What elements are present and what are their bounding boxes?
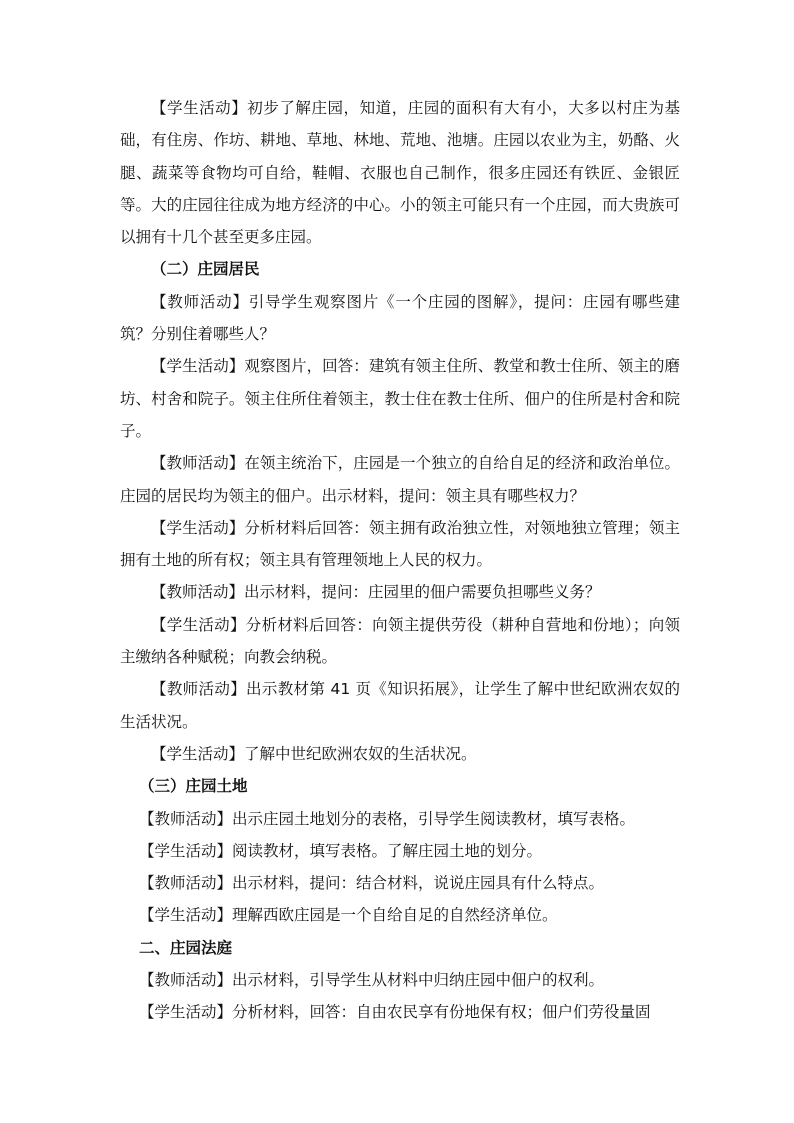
paragraph-teacher-activity-land-table: 【教师活动】出示庄园土地划分的表格，引导学生阅读教材，填写表格。 (139, 809, 636, 828)
paragraph-teacher-activity-lord-rule: 【教师活动】在领主统治下，庄园是一个独立的自给自足的经济和政治单位。庄园的居民均为领主的佃户。出示材料，提问：领主具有哪些权力？ (120, 454, 680, 505)
paragraph-student-activity-lord-powers: 【学生活动】分析材料后回答：领主拥有政治独立性，对领地独立管理；领主拥有土地的所有权；领主具有管理领地上人民的权力。 (120, 518, 680, 570)
paragraph-student-activity-fill-table: 【学生活动】阅读教材，填写表格。了解庄园土地的划分。 (139, 841, 543, 860)
paragraph-teacher-activity-manor-features: 【教师活动】出示材料，提问：结合材料，说说庄园具有什么特点。 (139, 874, 605, 893)
paragraph-student-activity-self-sufficient: 【学生活动】理解西欧庄园是一个自给自足的自然经济单位。 (139, 906, 558, 925)
section-heading-manor-court: 二、庄园法庭 (139, 938, 233, 957)
paragraph-teacher-activity-knowledge-extension: 【教师活动】出示教材第 41 页《知识拓展》，让学生了解中世纪欧洲农奴的生活状况。 (120, 680, 680, 731)
paragraph-student-activity-observe-picture: 【学生活动】观察图片，回答：建筑有领主住所、教堂和教士住所、领主的磨坊、村舍和院子。领主住所住着领主，教士住在教士住所、佃户的住所是村舍和院子。 (120, 357, 680, 440)
paragraph-student-activity-serf-life: 【学生活动】了解中世纪欧洲农奴的生活状况。 (151, 744, 477, 763)
paragraph-student-activity-tenant-rights: 【学生活动】分析材料，回答：自由农民享有份地保有权；佃户们劳役量固 (139, 1003, 651, 1022)
section-heading-manor-residents: （二）庄园居民 (151, 260, 260, 279)
section-heading-manor-land: （三）庄园土地 (139, 777, 248, 796)
paragraph-teacher-activity-tenant-duties: 【教师活动】出示材料，提问：庄园里的佃户需要负担哪些义务？ (151, 583, 601, 602)
document-body (120, 92, 680, 1029)
paragraph-student-activity-tenant-duties: 【学生活动】分析材料后回答：向领主提供劳役（耕种自营地和份地）；向领主缴纳各种赋税；向教会纳税。 (120, 615, 680, 667)
paragraph-student-activity-manor-intro: 【学生活动】初步了解庄园，知道，庄园的面积有大有小，大多以村庄为基础，有住房、作坊、耕地、草地、林地、荒地、池塘。庄园以农业为主，奶酪、火腿、蔬菜等食物均可自给，鞋帽、衣服也自己制作，很多庄园还有铁匠、金银匠等。大的庄园往往成为地方经济的中心。小的领主可能只有一个庄园，而大贵族可以拥有十几个甚至更多庄园。 (120, 99, 680, 247)
paragraph-teacher-activity-observe-picture: 【教师活动】引导学生观察图片《一个庄园的图解》，提问：庄园有哪些建筑？分别住着哪些人？ (120, 292, 680, 344)
paragraph-teacher-activity-tenant-rights: 【教师活动】出示材料，引导学生从材料中归纳庄园中佃户的权利。 (139, 971, 605, 990)
